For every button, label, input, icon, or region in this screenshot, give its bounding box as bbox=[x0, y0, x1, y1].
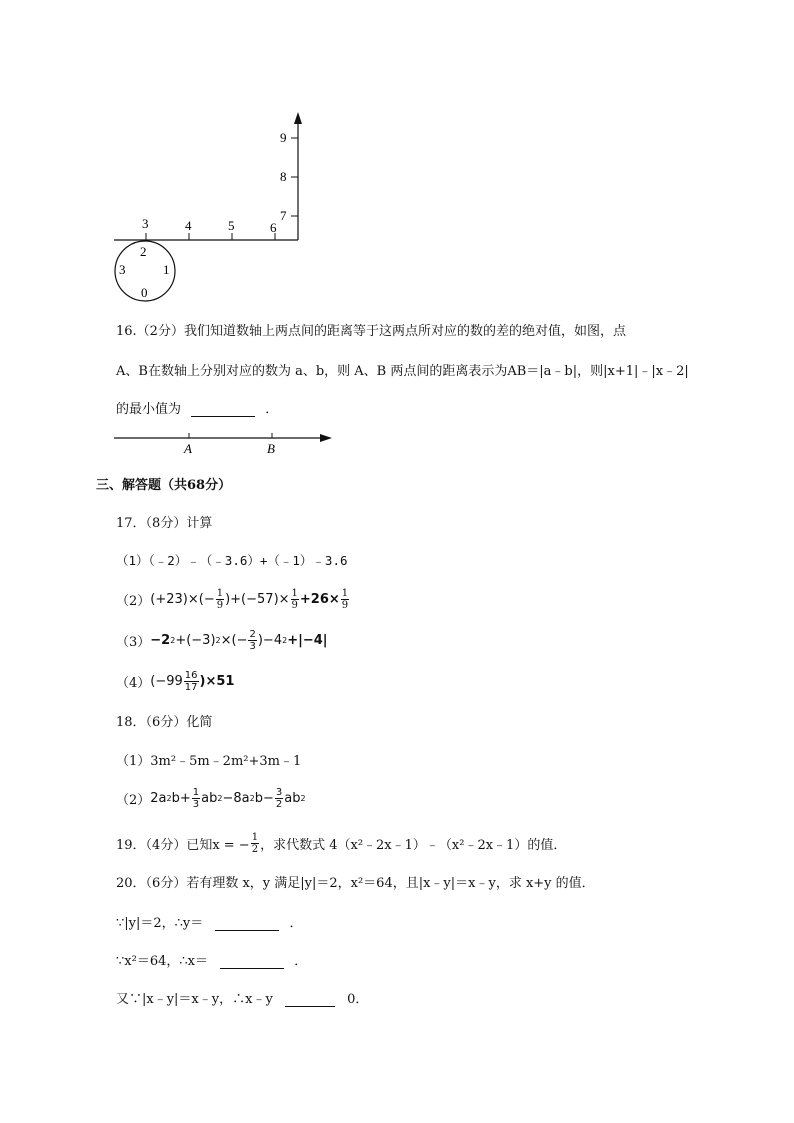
q20-text: 又∵|x﹣y|＝x﹣y，∴x﹣y bbox=[116, 992, 273, 1007]
part-label: （2） bbox=[116, 792, 151, 808]
exponent: 2 bbox=[170, 635, 176, 645]
fraction: $\frac{16}{17}$ bbox=[184, 669, 198, 693]
q19 bbox=[116, 826, 566, 860]
expr-text: −8a bbox=[222, 790, 250, 806]
expr-text: (−99 bbox=[150, 673, 183, 689]
y-tick-label: 9 bbox=[280, 130, 287, 145]
dial-label: 0 bbox=[141, 285, 148, 300]
expr-text: )−4 bbox=[257, 632, 283, 648]
dial-label: 1 bbox=[163, 262, 170, 277]
figure-number-line-ab bbox=[110, 428, 336, 458]
q20-text: ∵x²＝64，∴x＝ bbox=[116, 954, 208, 969]
q16-line3 bbox=[116, 398, 278, 417]
fraction: $\frac{1}{9}$ bbox=[341, 587, 349, 611]
q20-text: ． bbox=[289, 916, 303, 931]
expr-text: +|−4| bbox=[287, 632, 328, 648]
x-tick-label: 6 bbox=[270, 220, 277, 235]
point-label-a: A bbox=[184, 441, 192, 456]
point-label-b: B bbox=[267, 441, 275, 456]
q16-line2: A、B在数轴上分别对应的数为 a、b，则 A、B 两点间的距离表示为AB＝|a﹣b|，则|x+1|﹣|x﹣2| bbox=[116, 364, 689, 379]
q20-line2 bbox=[116, 950, 307, 969]
q18-title: 18．（6分）化简 bbox=[116, 715, 213, 730]
q18-part2 bbox=[116, 781, 306, 815]
x-tick-label: 4 bbox=[185, 218, 192, 233]
dial-label: 3 bbox=[119, 262, 126, 277]
fraction: $\frac{1}{2}$ bbox=[251, 831, 259, 855]
answer-blank[interactable] bbox=[191, 404, 255, 417]
exponent: 2 bbox=[300, 793, 306, 803]
expr-text: −2 bbox=[150, 632, 171, 648]
expr-text: ×(− bbox=[220, 632, 248, 648]
q20-line1 bbox=[116, 912, 303, 931]
answer-blank[interactable] bbox=[220, 956, 284, 969]
fraction: $\frac{1}{9}$ bbox=[216, 587, 224, 611]
q17-part4 bbox=[116, 664, 234, 698]
q20-title: 20．（6分）若有理数 x，y 满足|y|＝2，x²＝64，且|x﹣y|＝x﹣y，求 x+y 的值． bbox=[116, 876, 595, 891]
q20-text: 0． bbox=[347, 992, 369, 1007]
q16-line3-end: ． bbox=[265, 402, 279, 417]
exponent: 2 bbox=[249, 793, 255, 803]
q16-line1: 16.（2分）我们知道数轴上两点间的距离等于这两点所对应的数的差的绝对值，如图，点 bbox=[116, 324, 626, 339]
expr-text: ab bbox=[284, 790, 301, 806]
number-line-arrow bbox=[320, 434, 332, 442]
exponent: 2 bbox=[215, 635, 221, 645]
q17-title: 17．（8分）计算 bbox=[116, 516, 213, 531]
q17-part2 bbox=[116, 582, 350, 616]
q20-text: ． bbox=[294, 954, 308, 969]
q19-text: ，求代数式 4（x²﹣2x﹣1）﹣（x²﹣2x﹣1）的值． bbox=[260, 837, 567, 853]
exponent: 2 bbox=[166, 793, 172, 803]
q17-part1: （1）（﹣2）﹣（﹣3.6）+（﹣1）﹣3.6 bbox=[116, 553, 348, 568]
section-title: 三、解答题（共68分） bbox=[96, 478, 232, 493]
figure-number-line-dial bbox=[108, 108, 318, 308]
y-tick-label: 7 bbox=[280, 208, 287, 223]
fraction: $\frac{1}{3}$ bbox=[192, 786, 200, 810]
fraction: $\frac{2}{3}$ bbox=[249, 628, 256, 652]
q16-line3-text: 的最小值为 bbox=[116, 402, 182, 417]
vertical-axis-arrow bbox=[294, 112, 302, 124]
expr-text: )×51 bbox=[199, 673, 235, 689]
expr-text: b+ bbox=[171, 790, 191, 806]
expr-text: b− bbox=[254, 790, 274, 806]
q20-line3 bbox=[116, 988, 368, 1007]
exponent: 2 bbox=[282, 635, 288, 645]
q17-part3 bbox=[116, 623, 328, 657]
part-label: （3） bbox=[116, 634, 151, 650]
fraction: $\frac{3}{2}$ bbox=[275, 786, 283, 810]
expr-text: +26× bbox=[299, 591, 340, 607]
expr-text: +(−3) bbox=[175, 632, 216, 648]
expr-text: (+23)×(− bbox=[150, 591, 215, 607]
y-tick-label: 8 bbox=[280, 169, 287, 184]
answer-blank[interactable] bbox=[215, 918, 279, 931]
x-tick-label: 3 bbox=[142, 216, 149, 231]
part-label: （4） bbox=[116, 675, 151, 691]
answer-blank[interactable] bbox=[285, 994, 335, 1007]
dial-label: 2 bbox=[140, 244, 147, 259]
q19-text: 19．（4分）已知x = − bbox=[116, 837, 250, 853]
fraction: $\frac{1}{9}$ bbox=[291, 587, 298, 611]
part-label: （2） bbox=[116, 593, 151, 609]
expr-text: 2a bbox=[150, 790, 167, 806]
q18-part1: （1）3m²﹣5m﹣2m²+3m﹣1 bbox=[116, 754, 302, 769]
expr-text: )+(−57)× bbox=[225, 591, 290, 607]
exponent: 2 bbox=[217, 793, 223, 803]
q20-text: ∵|y|＝2，∴y＝ bbox=[116, 916, 204, 931]
expr-text: ab bbox=[201, 790, 218, 806]
x-tick-label: 5 bbox=[228, 218, 235, 233]
